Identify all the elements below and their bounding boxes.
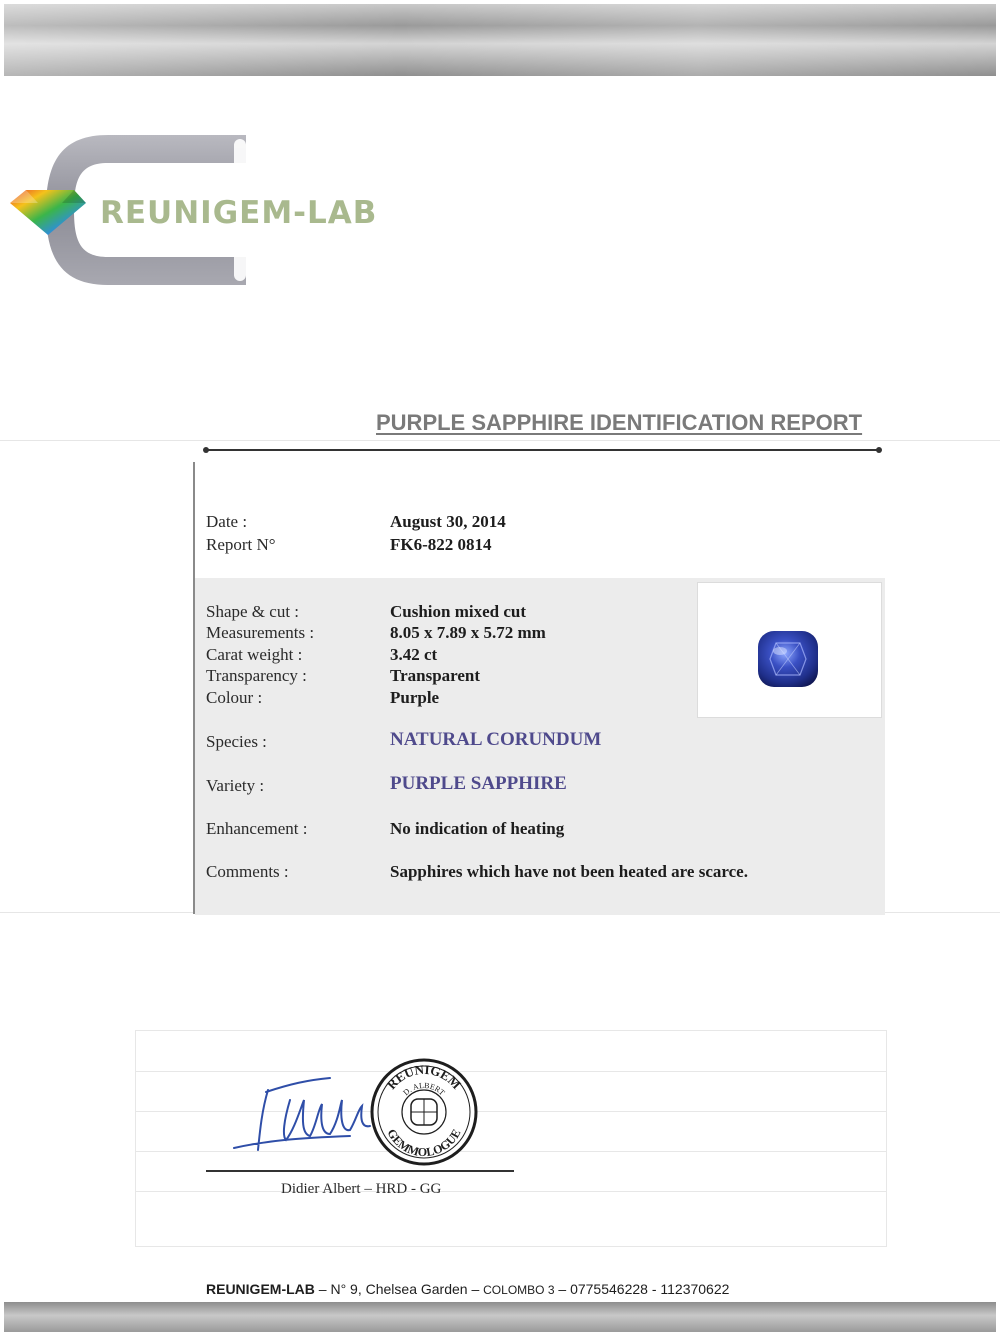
comments-value: Sapphires which have not been heated are scarce. [390, 862, 748, 881]
seal-top-text: REUNIGEM [383, 1061, 465, 1093]
variety-label: Variety : [206, 776, 265, 795]
footer-address [206, 1281, 729, 1297]
carat-weight-label: Carat weight : [206, 645, 303, 664]
top-decorative-band [4, 4, 996, 76]
footer-brand: REUNIGEM-LAB [206, 1281, 315, 1297]
transparency-value: Transparent [390, 666, 481, 685]
seal-bottom-text: GEMMOLOGUE [384, 1126, 464, 1160]
lab-name-logo-text: REUNIGEM-LAB [100, 195, 378, 231]
footer-address-text: – N° 9, Chelsea Garden – [314, 1281, 484, 1297]
seal-middle-text: D. ALBERT [401, 1080, 447, 1098]
lab-logo [8, 135, 388, 285]
measurements-value: 8.05 x 7.89 x 5.72 mm [390, 623, 546, 642]
shape-label: Shape & cut : [206, 602, 300, 621]
sapphire-gem-icon [756, 629, 820, 689]
footer-city: COLOMBO 3 [483, 1283, 555, 1297]
variety-value: PURPLE SAPPHIRE [390, 773, 567, 794]
gem-photo [697, 582, 882, 718]
date-value: August 30, 2014 [390, 512, 506, 531]
date-label: Date : [206, 512, 248, 531]
species-label: Species : [206, 732, 267, 751]
measurements-label: Measurements : [206, 623, 315, 642]
carat-weight-value: 3.42 ct [390, 645, 438, 664]
title-rule [205, 449, 880, 451]
fold-line [0, 440, 1000, 441]
colour-value: Purple [390, 688, 440, 707]
signature-line [206, 1170, 514, 1172]
species-value: NATURAL CORUNDUM [390, 729, 602, 750]
report-number-label: Report N° [206, 535, 276, 554]
signer-name: Didier Albert – HRD - GG [281, 1181, 442, 1197]
report-title: PURPLE SAPPHIRE IDENTIFICATION REPORT [376, 410, 863, 435]
report-number-value: FK6-822 0814 [390, 535, 492, 554]
colour-label: Colour : [206, 688, 263, 707]
footer-phones: – 0775546228 - 112370622 [554, 1281, 730, 1297]
gemmologist-seal-icon [368, 1056, 480, 1168]
comments-label: Comments : [206, 862, 289, 881]
transparency-label: Transparency : [206, 666, 307, 685]
enhancement-value: No indication of heating [390, 819, 565, 838]
signature-block [230, 1060, 490, 1170]
bottom-decorative-band [4, 1302, 996, 1332]
shape-value: Cushion mixed cut [390, 602, 527, 621]
enhancement-label: Enhancement : [206, 819, 308, 838]
